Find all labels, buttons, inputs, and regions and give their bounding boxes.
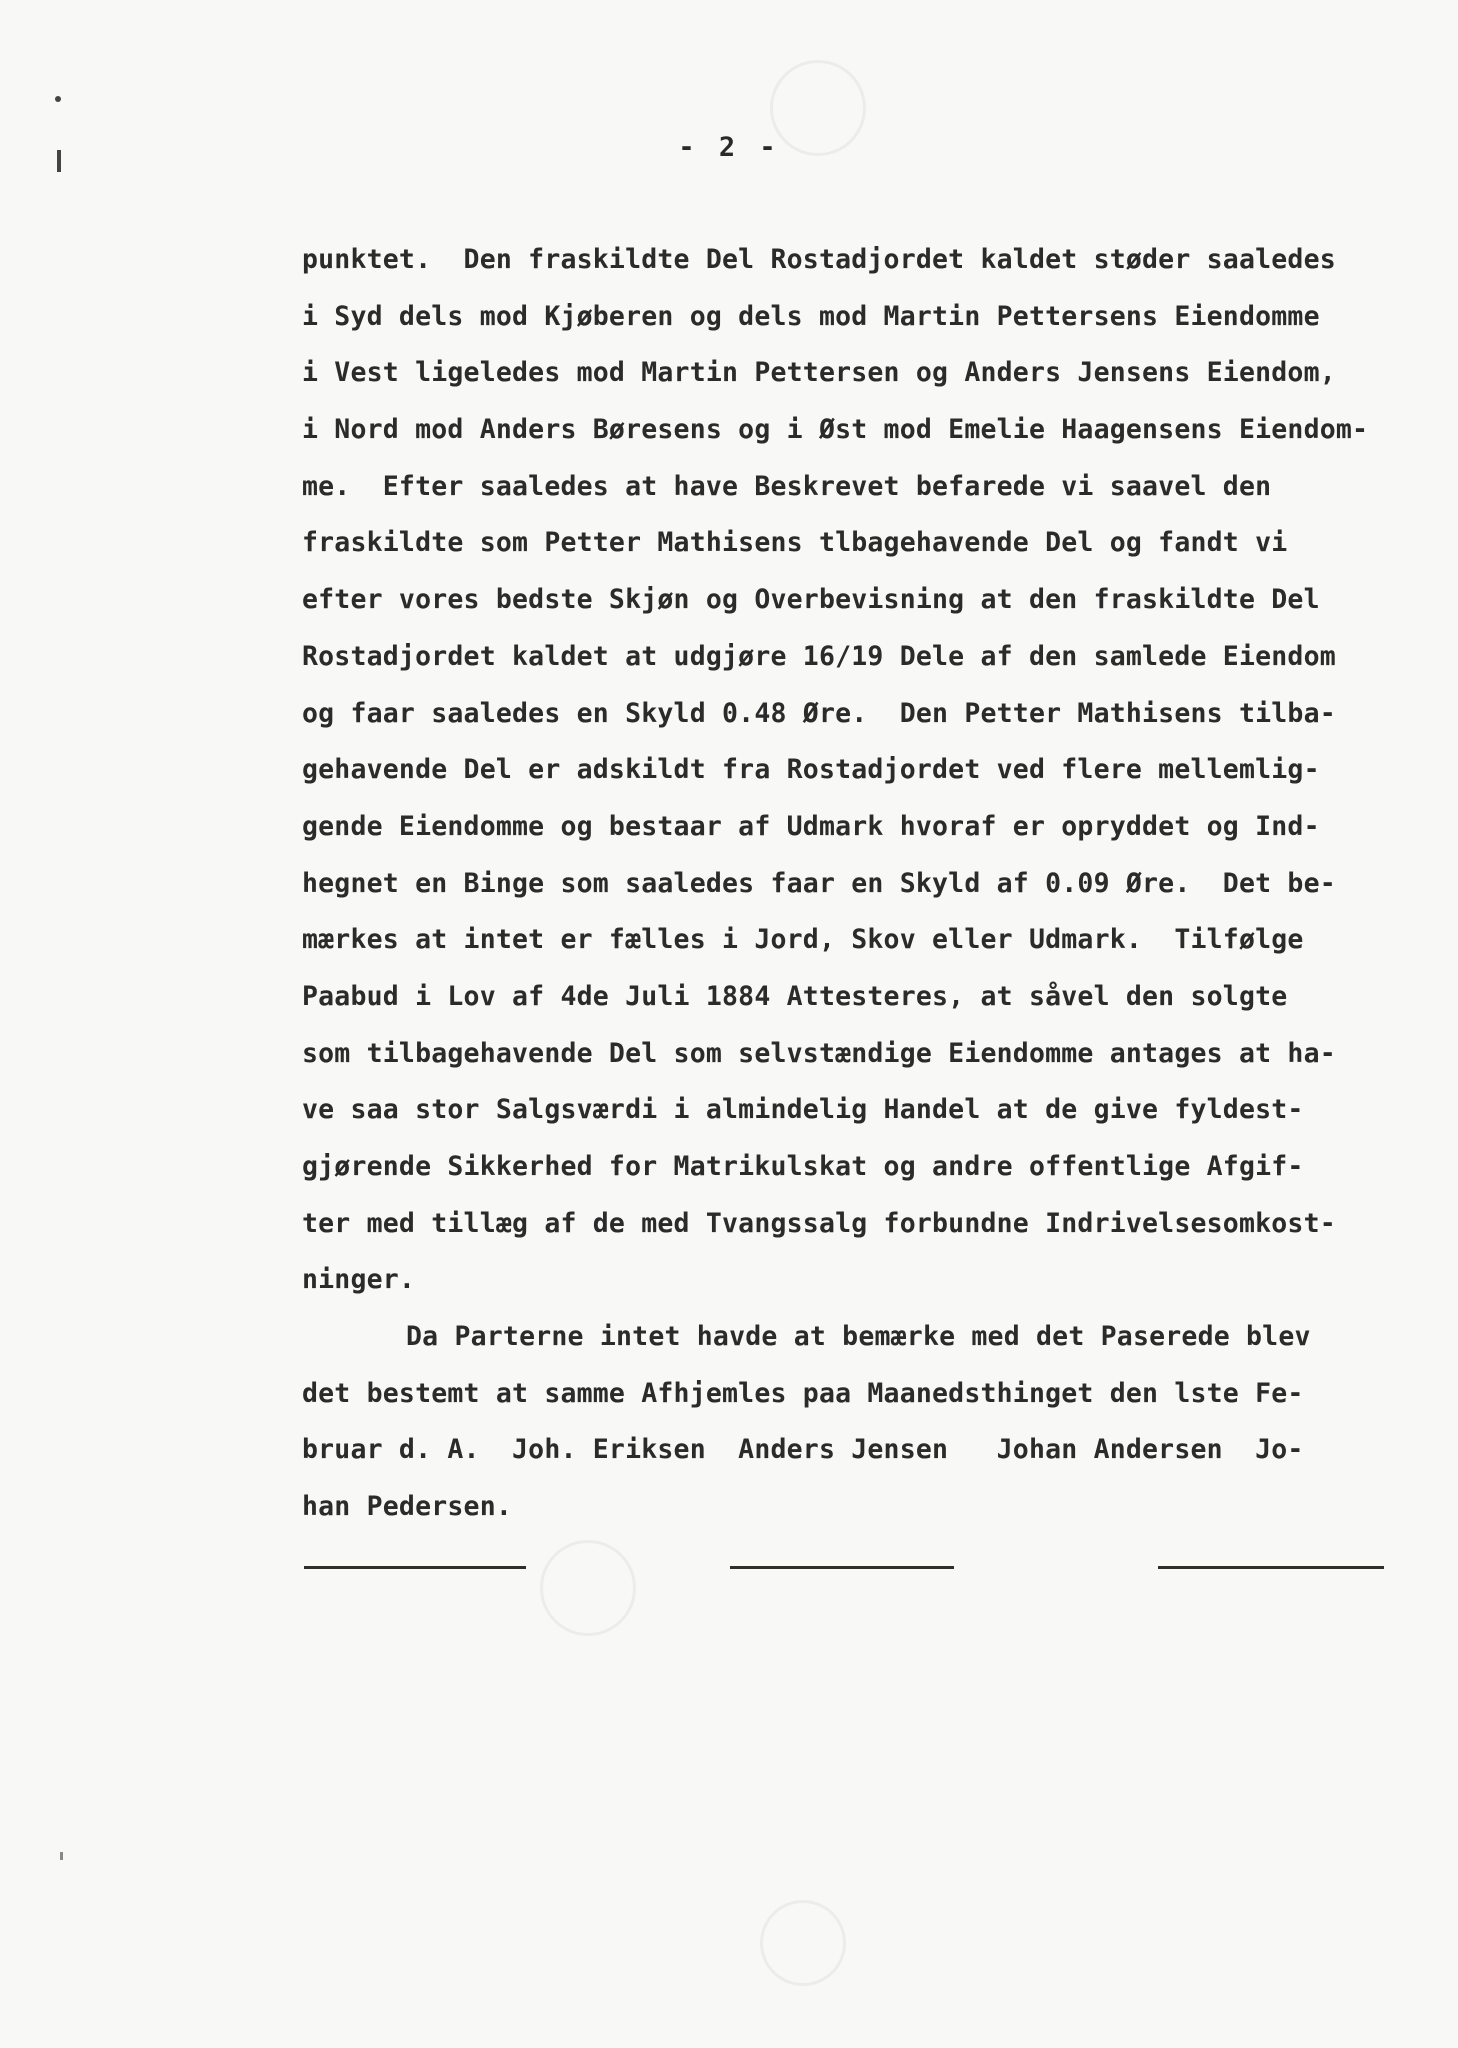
text-line: punktet. Den fraskildte Del Rostadjordet kaldet støder saaledes <box>302 244 1336 275</box>
text-line: i Vest ligeledes mod Martin Pettersen og Anders Jensens Eiendom, <box>302 357 1336 389</box>
margin-speck <box>55 96 61 102</box>
text-line: fraskildte som Petter Mathisens tlbagehavende Del og fandt vi <box>302 527 1288 559</box>
text-line: hegnet en Binge som saaledes faar en Skyld af 0.09 Øre. Det be- <box>302 867 1336 899</box>
text-line: ninger. <box>302 1264 416 1296</box>
text-line: gende Eiendomme og bestaar af Udmark hvoraf er opryddet og Ind- <box>302 810 1320 842</box>
text-line: mærkes at intet er fælles i Jord, Skov eller Udmark. Tilfølge <box>302 924 1304 956</box>
text-line: gehavende Del er adskildt fra Rostadjordet ved flere mellemlig- <box>302 754 1320 786</box>
text-line: bruar d. A. Joh. Eriksen Anders Jensen Johan Andersen Jo- <box>302 1434 1304 1466</box>
text-line: gjørende Sikkerhed for Matrikulskat og andre offentlige Afgif- <box>302 1151 1304 1182</box>
text-line: Da Parterne intet havde at bemærke med det Paserede blev <box>406 1321 1311 1353</box>
text-line: ve saa stor Salgsværdi i almindelig Handel at de give fyldest- <box>302 1094 1304 1126</box>
signature-line <box>304 1566 526 1569</box>
signature-line <box>730 1566 954 1569</box>
text-line: efter vores bedste Skjøn og Overbevisning at den fraskildte Del <box>302 584 1320 616</box>
text-line: me. Efter saaledes at have Beskrevet befarede vi saavel den <box>302 470 1272 502</box>
bleed-through-stamp <box>760 1900 846 1986</box>
text-line: i Syd dels mod Kjøberen og dels mod Martin Pettersens Eiendomme <box>302 300 1320 332</box>
page-number: - 2 - <box>678 132 780 163</box>
bleed-through-stamp <box>540 1540 636 1636</box>
text-line: Rostadjordet kaldet at udgjøre 16/19 Dele af den samlede Eiendom <box>302 640 1336 672</box>
text-line: det bestemt at samme Afhjemles paa Maanedsthinget den lste Fe- <box>302 1377 1304 1409</box>
text-line: i Nord mod Anders Børesens og i Øst mod Emelie Haagensens Eiendom- <box>302 414 1369 446</box>
text-line: som tilbagehavende Del som selvstændige Eiendomme antages at ha- <box>302 1037 1336 1069</box>
text-line: han Pedersen. <box>302 1491 513 1523</box>
text-line: ter med tillæg af de med Tvangssalg forbundne Indrivelsesomkost- <box>302 1207 1336 1239</box>
text-line: og faar saaledes en Skyld 0.48 Øre. Den Petter Mathisens tilba- <box>302 697 1336 729</box>
text-line: Paabud i Lov af 4de Juli 1884 Attesteres, at såvel den solgte <box>302 980 1288 1012</box>
margin-speck <box>60 1852 63 1860</box>
signature-line <box>1158 1566 1384 1569</box>
body-text <box>302 232 1432 1536</box>
